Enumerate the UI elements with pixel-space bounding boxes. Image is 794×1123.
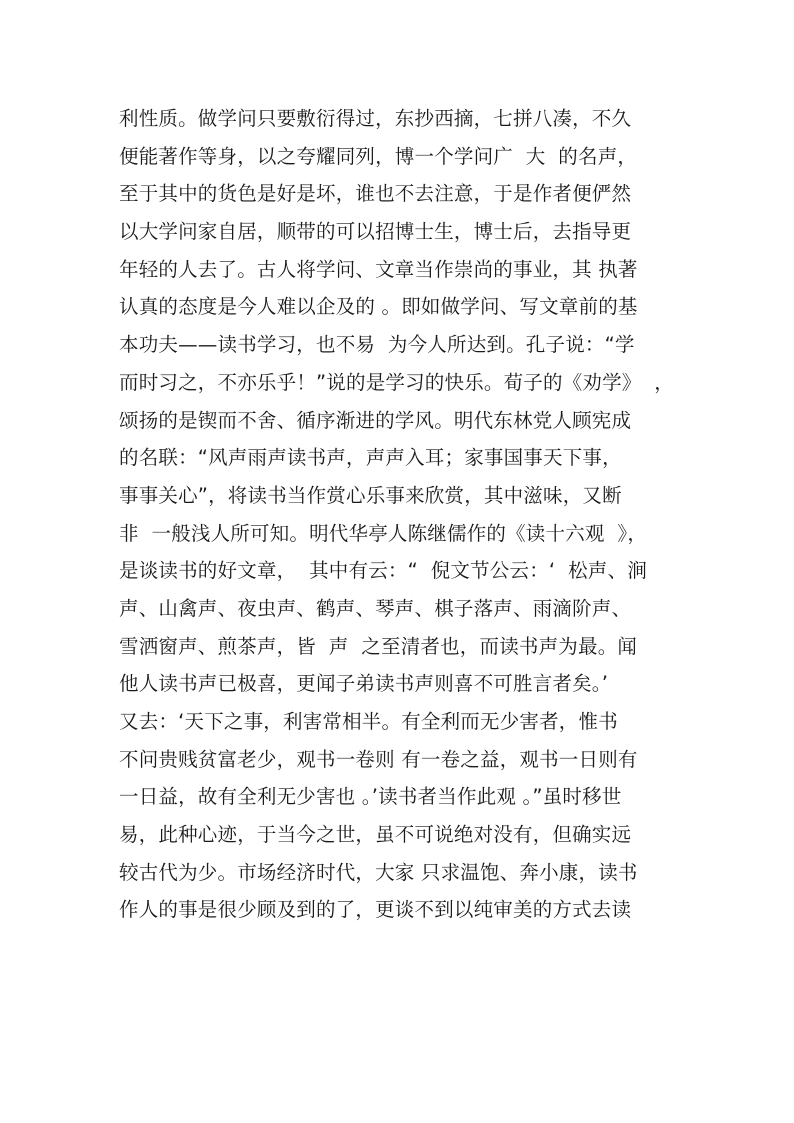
text-line: 雪洒窗声、煎茶声，皆 声 之至清者也，而读书声为最。闻 (119, 634, 638, 658)
text-line: 较古代为少。市场经济时代，大家 只求温饱、奔小康，读书 (119, 860, 638, 884)
text-line: 本功夫——读书学习，也不易 为今人所达到。孔子说：“学 (119, 333, 635, 357)
body-text (119, 100, 689, 929)
text-line: 颂扬的是锲而不舍、循序渐进的学风。明代东林党人顾宪成 (119, 408, 632, 432)
text-line: 利性质。做学问只要敷衍得过，东抄西摘，七拼八凑，不久 (119, 107, 632, 130)
text-line: 年轻的人去了。古人将学问、文章当作崇尚的事业，其 执著 (119, 257, 638, 281)
text-line: 而时习之，不亦乐乎！”说的是学习的快乐。荀子的《劝学》 ， (119, 370, 674, 394)
text-line: 他人读书声已极喜，更闻子弟读书声则喜不可胜言者矣。’ (119, 672, 609, 696)
text-line: 非 一般浅人所可知。明代华亭人陈继儒作的《读十六观 》， (119, 521, 648, 545)
text-line: 声、山禽声、夜虫声、鹤声、琴声、棋子落声、雨滴阶声、 (119, 596, 632, 620)
text-line: 作人的事是很少顾及到的了，更谈不到以纯审美的方式去读 (119, 898, 632, 922)
text-line: 认真的态度是今人难以企及的 。即如做学问、写文章前的基 (119, 295, 638, 319)
text-line: 的名联：“风声雨声读书声，声声入耳；家事国事天下事， (119, 446, 622, 470)
text-line: 不问贵贱贫富老少，观书一卷则 有一卷之益，观书一日则有 (119, 747, 638, 771)
text-line: 又去：‘天下之事，利害常相半。有全利而无少害者，惟书 (119, 710, 618, 733)
text-line: 易，此种心迹，于当今之世，虽不可说绝对没有，但确实远 (119, 823, 632, 847)
text-line: 至于其中的货色是好是坏，谁也不去注意，于是作者便俨然 (119, 182, 632, 206)
text-line: 便能著作等身，以之夸耀同列，博一个学问广 大 的名声， (119, 144, 638, 168)
text-line: 事事关心”，将读书当作赏心乐事来欣赏，其中滋味，又断 (119, 483, 622, 507)
text-line: 一日益，故有全利无少害也 。’读书者当作此观 。”虽时移世 (119, 785, 622, 809)
text-line: 是谈读书的好文章， 其中有云：“ 倪文节公云：‘ 松声、涧 (119, 559, 647, 583)
text-line: 以大学问家自居，顺带的可以招博士生，博士后，去指导更 (119, 220, 632, 244)
